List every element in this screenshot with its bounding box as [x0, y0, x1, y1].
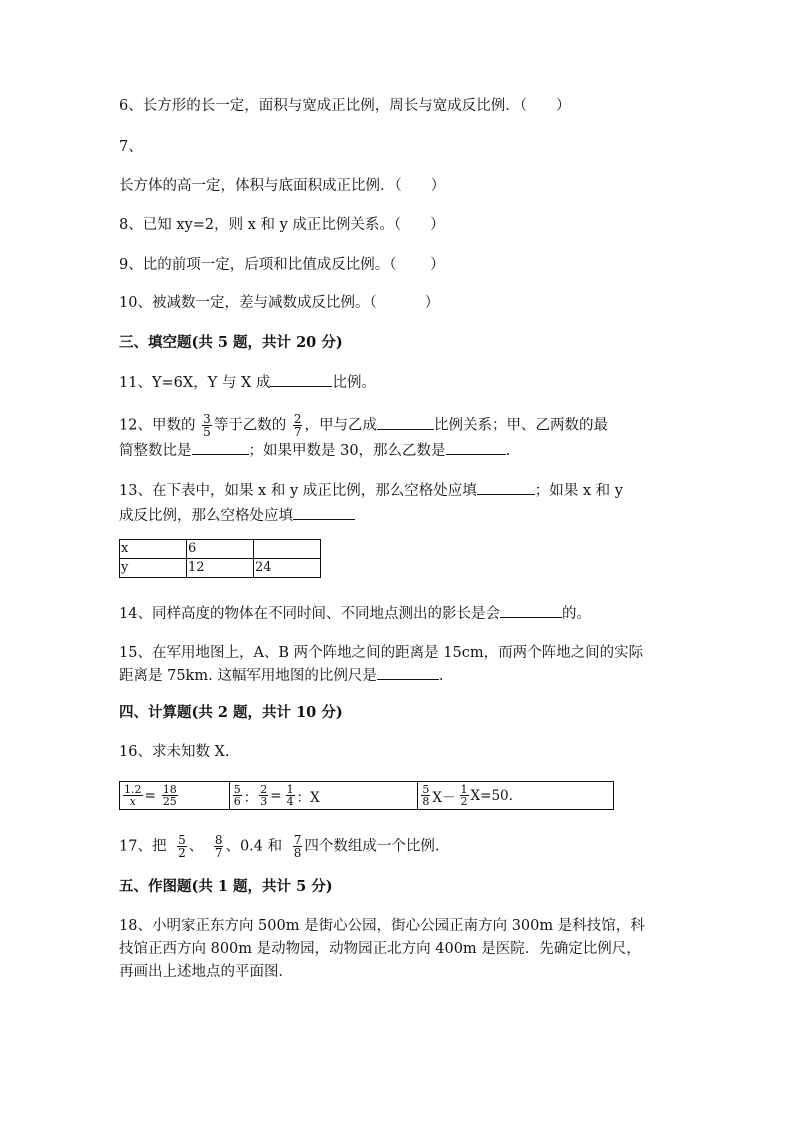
q12-blank-2[interactable] — [192, 440, 249, 455]
question-6: 6、长方形的长一定，面积与宽成正比例，周长与宽成反比例．（ ） — [119, 98, 571, 114]
table-cell: 12 — [187, 559, 254, 578]
q17-fraction-2: $\frac{8}{7}$ — [214, 833, 223, 860]
question-16: 16、求未知数 X. — [119, 744, 230, 760]
q12-blank-3[interactable] — [446, 440, 506, 455]
question-11 — [119, 372, 376, 393]
q12-text-mid-1: 等于乙数的 — [213, 417, 287, 434]
eq1-fraction-1: $\frac{1.2}{x}$ — [124, 783, 142, 808]
q12-text-after: 比例关系；甲、乙两数的最 — [433, 417, 608, 434]
q15-line2-a: 距离是 75km. 这幅军用地图的比例尺是 — [119, 668, 377, 684]
eq2-equals: = — [270, 787, 282, 804]
question-8: 8、已知 xy=2，则 x 和 y 成正比例关系。（ ） — [119, 217, 445, 233]
q13-blank-1[interactable] — [477, 480, 535, 495]
eq2-fraction-1: $\frac{5}{6}$ — [233, 783, 241, 808]
table-cell: 6 — [187, 540, 254, 559]
q15-line2-b: . — [438, 668, 444, 684]
question-7-text: 长方体的高一定，体积与底面积成正比例．（ ） — [119, 178, 446, 194]
eq2-fraction-3: $\frac{1}{4}$ — [286, 783, 294, 808]
question-12-line-1 — [119, 413, 608, 438]
section-5-heading: 五、作图题(共 1 题，共计 5 分) — [119, 878, 333, 895]
eq3-fraction-2: $\frac{1}{2}$ — [460, 783, 468, 808]
q12-blank-1[interactable] — [377, 415, 434, 430]
eq3-fraction-1: $\frac{5}{8}$ — [422, 783, 430, 808]
q17-text-before: 17、把 — [119, 838, 167, 855]
table-row — [120, 559, 321, 578]
eq2-fraction-2: $\frac{2}{3}$ — [260, 783, 268, 808]
table-row — [120, 540, 321, 559]
question-18-line-3: 再画出上述地点的平面图． — [119, 964, 293, 980]
equation-2 — [230, 782, 419, 809]
question-10: 10、被减数一定，差与减数成反比例。（ ） — [119, 295, 440, 311]
question-17 — [119, 834, 439, 859]
question-7-number: 7、 — [119, 139, 143, 155]
q14-text-before: 14、同样高度的物体在不同时间、不同地点测出的影长是会 — [119, 606, 500, 622]
table-cell: 24 — [254, 559, 321, 578]
q12-line2-b: ；如果甲数是 30，那么乙数是 — [248, 443, 446, 459]
question-12-line-2 — [119, 440, 510, 461]
q13-line1-a: 13、在下表中，如果 x 和 y 成正比例，那么空格处应填 — [119, 483, 477, 499]
section-3-heading: 三、填空题(共 5 题，共计 20 分) — [119, 334, 343, 351]
q17-sep-1: 、 — [188, 838, 204, 855]
equation-box — [119, 781, 614, 810]
question-13-line-1 — [119, 480, 623, 501]
table-cell-blank[interactable] — [254, 540, 321, 559]
q13-line2: 成反比例，那么空格处应填 — [119, 508, 293, 524]
q13-blank-2[interactable] — [293, 505, 355, 520]
q11-text-after: 比例。 — [332, 375, 376, 391]
q14-blank[interactable] — [500, 603, 562, 618]
eq3-tail: X=50. — [470, 787, 513, 804]
q15-blank[interactable] — [377, 665, 439, 680]
eq2-tail: ：X — [296, 789, 320, 806]
q12-text-mid-2: ，甲与乙成 — [304, 417, 377, 434]
q12-text-before: 12、甲数的 — [119, 417, 196, 434]
question-15-line-1: 15、在军用地图上，A、B 两个阵地之间的距离是 15cm，而两个阵地之间的实际 — [119, 645, 644, 661]
eq1-equals: = — [144, 787, 156, 804]
q17-text-after: 四个数组成一个比例. — [304, 838, 440, 855]
table-cell: y — [120, 559, 187, 578]
q13-line1-b: ；如果 x 和 y — [534, 483, 623, 499]
question-14 — [119, 603, 591, 624]
xy-table — [119, 539, 321, 578]
q12-fraction-1: $\frac{3}{5}$ — [203, 412, 211, 439]
eq3-mid: X－ — [432, 789, 456, 806]
q12-line2-a: 简整数比是 — [119, 443, 192, 459]
equation-1 — [120, 782, 230, 809]
q17-fraction-3: $\frac{7}{8}$ — [293, 833, 302, 860]
question-18-line-2: 技馆正西方向 800m 是动物园，动物园正北方向 400m 是医院．先确定比例尺， — [119, 941, 641, 957]
eq1-fraction-2: $\frac{18}{25}$ — [162, 783, 177, 808]
q11-text-before: 11、Y=6X，Y 与 X 成 — [119, 375, 271, 391]
q11-blank[interactable] — [270, 372, 332, 387]
table-cell: x — [120, 540, 187, 559]
q14-text-after: 的。 — [561, 606, 591, 622]
q17-fraction-1: $\frac{5}{2}$ — [178, 833, 186, 860]
q12-line2-c: . — [505, 443, 511, 459]
q12-fraction-2: $\frac{2}{7}$ — [293, 412, 302, 439]
question-18-line-1: 18、小明家正东方向 500m 是街心公园，街心公园正南方向 300m 是科技馆，科 — [119, 918, 645, 934]
equation-3 — [418, 782, 613, 809]
section-4-heading: 四、计算题(共 2 题，共计 10 分) — [119, 704, 343, 721]
q17-text-mid: 、0.4 和 — [225, 838, 283, 855]
eq2-colon: ： — [243, 789, 258, 806]
question-15-line-2 — [119, 665, 443, 686]
question-13-line-2 — [119, 505, 355, 526]
question-9: 9、比的前项一定，后项和比值成反比例。（ ） — [119, 257, 445, 273]
